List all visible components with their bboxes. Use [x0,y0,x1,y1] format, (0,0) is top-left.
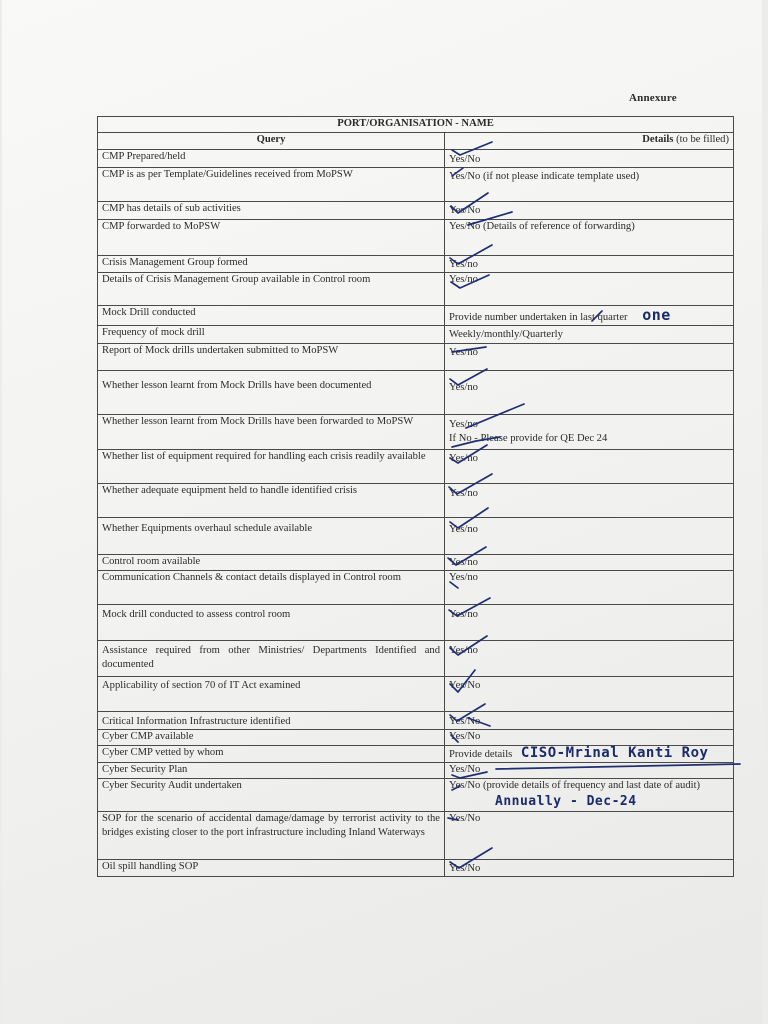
query-cell: CMP is as per Template/Guidelines received from MoPSW [98,168,445,202]
query-cell: Whether lesson learnt from Mock Drills have been documented [98,371,445,415]
query-cell: Communication Channels & contact details displayed in Control room [98,571,445,605]
answer-cell: Yes/no [445,484,734,518]
query-cell: Whether list of equipment required for handling each crisis readily available [98,450,445,484]
answer-cell: Yes/No [445,202,734,220]
answer-cell: Yes/no [445,571,734,605]
answer-cell [445,746,734,763]
column-header-query: Query [98,133,445,150]
answer-text: Yes/No (provide details of frequency and last date of audit) [449,780,701,791]
answer-cell: Yes/no [445,605,734,641]
questionnaire-table [97,116,734,877]
table-title: PORT/ORGANISATION - NAME [98,117,734,133]
query-cell: SOP for the scenario of accidental damage/damage by terrorist activity to the bridges existing closer to the port infrastructure including Inland Waterways [98,812,445,860]
answer-cell: Yes/no [445,273,734,306]
query-cell: Whether adequate equipment held to handle identified crisis [98,484,445,518]
answer-cell: Yes/no [445,256,734,273]
answer-cell: Yes/No [445,730,734,746]
answer-cell: Yes/no [445,450,734,484]
answer-cell: Yes/No [445,812,734,860]
answer-cell: Yes/no [445,344,734,371]
query-cell: Whether lesson learnt from Mock Drills have been forwarded to MoPSW [98,415,445,450]
query-cell: CMP forwarded to MoPSW [98,220,445,256]
answer-cell [445,779,734,812]
annexure-label: Annexure [629,92,677,104]
details-note: (to be filled) [676,134,730,145]
details-heading: Details [642,134,674,145]
query-cell: Critical Information Infrastructure identified [98,712,445,730]
answer-cell: Yes/No [445,763,734,779]
query-cell: Applicability of section 70 of IT Act examined [98,677,445,712]
query-cell: CMP has details of sub activities [98,202,445,220]
query-cell: Report of Mock drills undertaken submitted to MoPSW [98,344,445,371]
query-cell: Details of Crisis Management Group available in Control room [98,273,445,306]
query-cell: Mock Drill conducted [98,306,445,326]
answer-cell: Yes/No (Details of reference of forwarding) [445,220,734,256]
answer-cell: Yes/No [445,677,734,712]
answer-cell: Yes/No [445,150,734,168]
query-cell: Whether Equipments overhaul schedule available [98,518,445,555]
query-cell: Cyber Security Plan [98,763,445,779]
answer-text: Provide number undertaken in last quarter [449,312,628,323]
handwritten-answer: Annually - Dec-24 [495,794,637,809]
column-header-details [445,133,734,150]
query-cell: Frequency of mock drill [98,326,445,344]
answer-cell: Yes/no [445,555,734,571]
answer-cell: Yes/no [445,641,734,677]
handwritten-answer: one [642,306,671,324]
answer-text: Provide details [449,749,513,760]
query-cell: Mock drill conducted to assess control room [98,605,445,641]
handwritten-answer: CISO-Mrinal Kanti Roy [520,745,709,761]
answer-cell: Weekly/monthly/Quarterly [445,326,734,344]
query-cell: Oil spill handling SOP [98,860,445,877]
query-cell: CMP Prepared/held [98,150,445,168]
answer-cell: Yes/No [445,860,734,877]
query-cell: Cyber CMP vetted by whom [98,746,445,763]
answer-cell: Yes/no [445,518,734,555]
answer-cell [445,415,734,450]
answer-cell [445,306,734,326]
answer-cell: Yes/No (if not please indicate template used) [445,168,734,202]
answer-cell: Yes/No [445,712,734,730]
answer-cell: Yes/no [445,371,734,415]
answer-followup: If No - Please provide for QE Dec 24 [449,433,608,444]
query-cell: Cyber CMP available [98,730,445,746]
query-cell: Control room available [98,555,445,571]
query-cell: Cyber Security Audit undertaken [98,779,445,812]
query-cell: Crisis Management Group formed [98,256,445,273]
query-cell: Assistance required from other Ministries/ Departments Identified and documented [98,641,445,677]
answer-text: Yes/no [449,419,478,430]
